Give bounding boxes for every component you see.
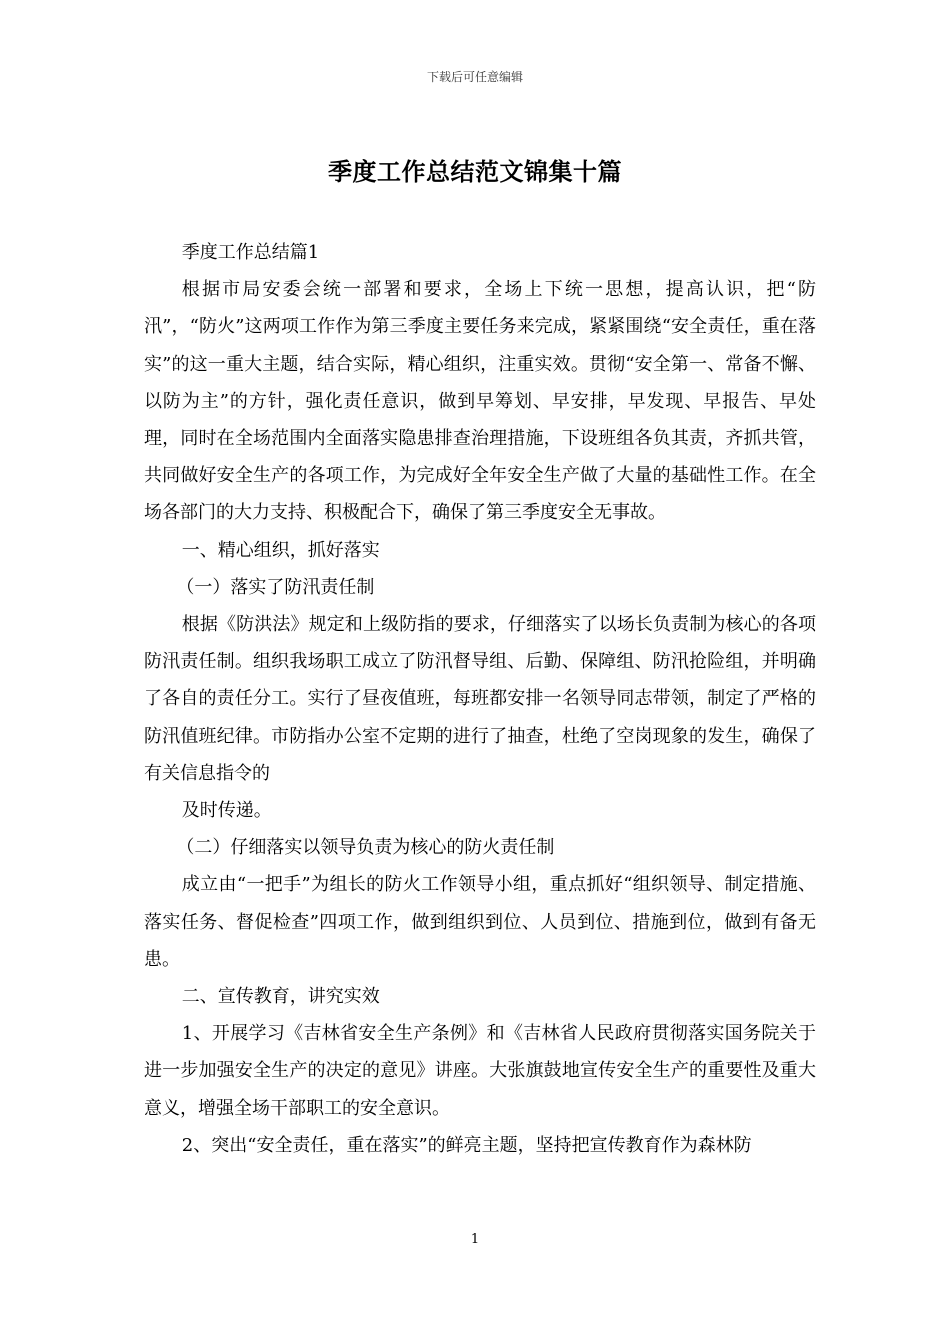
section-heading: 季度工作总结篇1 — [181, 242, 320, 263]
subsection-heading: （二）仔细落实以领导负责为核心的防火责任制 — [176, 837, 555, 859]
body-paragraph: 根据市局安委会统一部署和要求，全场上下统一思想，提高认识，把“防汛”，“防火”这两项工作作为第三季度主要任务来完成，紧紧围绕“安全责任，重在落实”的这一重大主题，结合实际，精心组织，注重实效。贯彻“安全第一、常备不懈、以防为主”的方针，强化责任意识，做到早筹划、早安排，早发现、早报告、早处理，同时在全场范围内全面落实隐患排查治理措施，下设班组各负其责，齐抓共管，共同做好安全生产的各项工作，为完成好全年安全生产做了大量的基础性工作。在全场各部门的大力支持、积极配合下，确保了第三季度安全无事故。 — [144, 279, 816, 524]
section-heading: 二、宣传教育，讲究实效 — [181, 986, 380, 1008]
body-paragraph: 根据《防洪法》规定和上级防指的要求，仔细落实了以场长负责制为核心的各项防汛责任制。组织我场职工成立了防汛督导组、后勤、保障组、防汛抢险组，并明确了各自的责任分工。实行了昼夜值班，每班都安排一名领导同志带领，制定了严格的防汛值班纪律。市防指办公室不定期的进行了抽查，杜绝了空岗现象的发生，确保了有关信息指令的 — [144, 614, 816, 784]
body-paragraph: 2、突出“安全责任，重在落实”的鲜亮主题，坚持把宣传教育作为森林防 — [181, 1134, 752, 1156]
section-heading: 一、精心组织，抓好落实 — [181, 539, 380, 561]
subsection-heading: （一）落实了防汛责任制 — [176, 576, 375, 598]
body-paragraph: 成立由“一把手”为组长的防火工作领导小组，重点抓好“组织领导、制定措施、落实任务、督促检查”四项工作，做到组织到位、人员到位、措施到位，做到有备无患。 — [144, 874, 816, 970]
document-title: 季度工作总结范文锦集十篇 — [328, 158, 622, 186]
body-paragraph: 1、开展学习《吉林省安全生产条例》和《吉林省人民政府贯彻落实国务院关于进一步加强安全生产的决定的意见》讲座。大张旗鼓地宣传安全生产的重要性及重大意义，增强全场干部职工的安全意识。 — [144, 1023, 816, 1119]
document-body — [144, 234, 816, 1164]
body-paragraph: 及时传递。 — [181, 800, 272, 822]
page-number: 1 — [470, 1232, 480, 1247]
page-header-note: 下载后可任意编辑 — [426, 70, 523, 84]
